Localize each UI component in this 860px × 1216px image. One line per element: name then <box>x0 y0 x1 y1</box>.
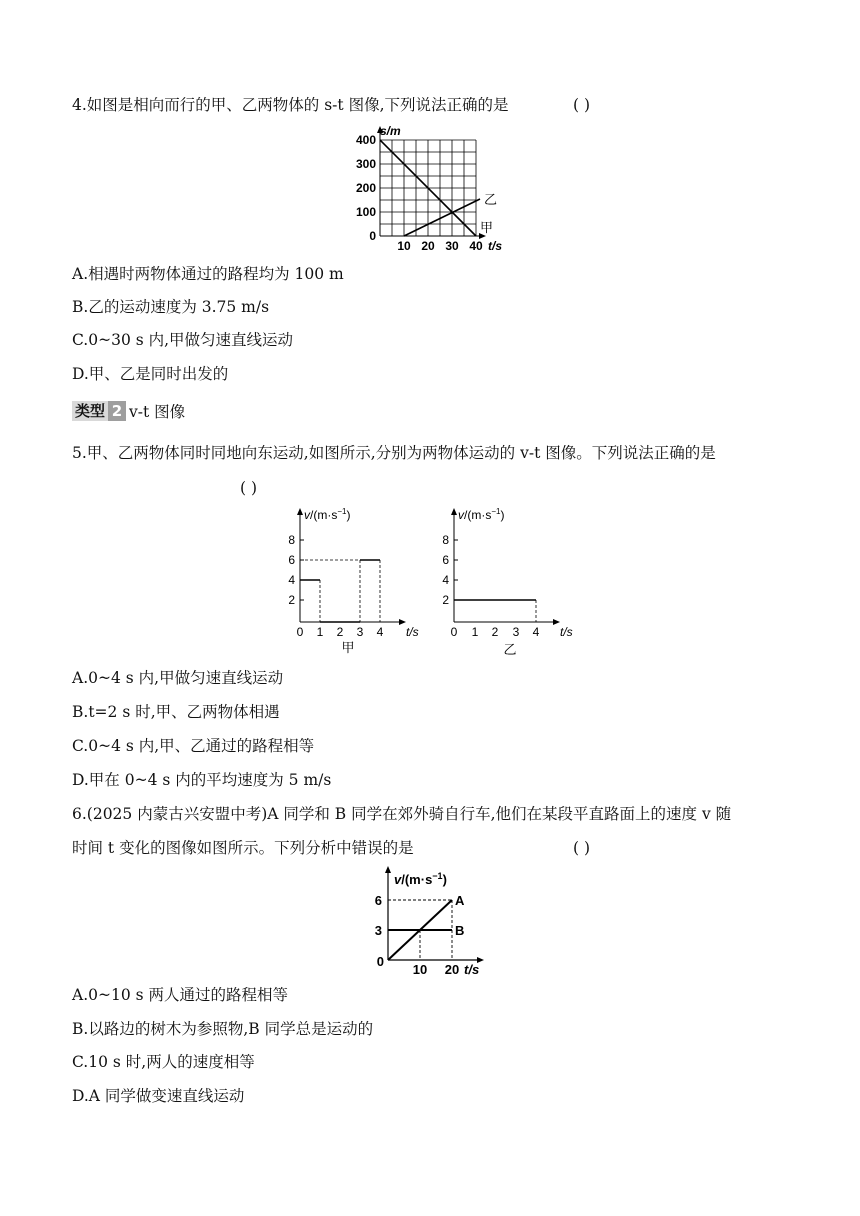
q4-xtick: 40 <box>469 239 483 253</box>
section-badge-label: 类型 <box>72 401 108 421</box>
q5-option-b: B.t=2 s 时,甲、乙两物体相遇 <box>72 703 280 721</box>
q5-yi-xtick: 0 <box>450 625 458 639</box>
q4-option-b: B.乙的运动速度为 3.75 m/s <box>72 298 270 316</box>
q6-stem-line2: 时间 t 变化的图像如图所示。下列分析中错误的是 <box>72 839 414 857</box>
q6-label-b: B <box>455 923 465 938</box>
q5-jia-xtick: 2 <box>336 625 344 639</box>
q5-yi-caption: 乙 <box>503 642 517 656</box>
q5-jia-caption: 甲 <box>341 640 355 655</box>
q5-yi-xtick: 2 <box>491 625 499 639</box>
q5-jia-ytick: 8 <box>288 533 295 547</box>
q5-yi-ytick: 6 <box>442 553 449 567</box>
q5-jia-xtick: 3 <box>356 625 364 639</box>
q5-yi-ytick: 2 <box>442 593 449 607</box>
q4-ytick: 0 <box>369 229 376 243</box>
q5-yi-x-axis-label: t/s <box>560 625 573 639</box>
section-header <box>72 401 185 421</box>
q5-vt-graph-jia <box>282 506 442 656</box>
q5-option-d: D.甲在 0~4 s 内的平均速度为 5 m/s <box>72 771 332 789</box>
q4-xtick: 30 <box>445 239 459 253</box>
q6-xtick: 20 <box>444 962 460 977</box>
q5-yi-y-axis-label: $v/(m\cdot s^{-1})$ <box>458 507 505 522</box>
q6-answer-paren: ( ) <box>573 839 591 857</box>
q4-answer-paren: ( ) <box>573 96 591 114</box>
q6-stem-line1: 6.(2025 内蒙古兴安盟中考)A 同学和 B 同学在郊外骑自行车,他们在某段平直路面上的速度 v 随 <box>72 805 732 823</box>
q6-option-a: A.0~10 s 两人通过的路程相等 <box>72 986 289 1004</box>
section-badge-number: 2 <box>108 401 126 421</box>
q5-jia-ytick: 6 <box>288 553 295 567</box>
q6-xtick: 10 <box>412 962 428 977</box>
q4-ytick: 100 <box>355 205 376 219</box>
q4-stem: 4.如图是相向而行的甲、乙两物体的 s-t 图像,下列说法正确的是 <box>72 96 509 114</box>
q5-jia-xtick: 4 <box>376 625 384 639</box>
q4-y-axis-label: s/m <box>380 124 401 138</box>
q5-yi-ytick: 8 <box>442 533 449 547</box>
q4-x-axis-label: t/s <box>488 239 503 253</box>
q6-option-b: B.以路边的树木为参照物,B 同学总是运动的 <box>72 1020 374 1038</box>
q6-vt-graph <box>364 862 504 978</box>
q4-line-yi <box>404 199 480 236</box>
q5-jia-xtick: 0 <box>296 625 304 639</box>
q5-jia-x-axis-label: t/s <box>406 625 419 639</box>
q5-yi-ytick: 4 <box>442 573 449 587</box>
q5-yi-xtick: 1 <box>471 625 479 639</box>
q4-option-a: A.相遇时两物体通过的路程均为 100 m <box>72 265 344 283</box>
q5-stem: 5.甲、乙两物体同时同地向东运动,如图所示,分别为两物体运动的 v-t 图像。下列说法正确的是 <box>72 444 716 462</box>
q5-yi-xtick: 4 <box>532 625 540 639</box>
q4-st-graph <box>340 120 520 260</box>
q4-xtick: 20 <box>421 239 435 253</box>
q6-ytick: 0 <box>376 954 384 969</box>
q5-option-a: A.0~4 s 内,甲做匀速直线运动 <box>72 669 284 687</box>
q4-label-yi: 乙 <box>484 192 498 207</box>
q5-jia-y-axis-label: $v/(m\cdot s^{-1})$ <box>304 507 351 522</box>
q5-option-c: C.0~4 s 内,甲、乙通过的路程相等 <box>72 737 315 755</box>
q4-xtick: 10 <box>397 239 411 253</box>
q5-jia-ytick: 2 <box>288 593 295 607</box>
q6-x-axis-label: t/s <box>464 962 480 977</box>
q6-y-axis-label: $v/(m\cdot s^{-1})$ <box>394 871 447 887</box>
section-title: v-t 图像 <box>129 403 186 421</box>
q5-vt-graph-yi <box>436 506 596 656</box>
q6-ytick: 3 <box>374 923 382 938</box>
q5-yi-xtick: 3 <box>512 625 520 639</box>
q4-option-d: D.甲、乙是同时出发的 <box>72 365 229 383</box>
q6-option-c: C.10 s 时,两人的速度相等 <box>72 1053 255 1071</box>
q4-ytick: 200 <box>355 181 376 195</box>
q6-ytick: 6 <box>374 893 382 908</box>
q4-option-c: C.0~30 s 内,甲做匀速直线运动 <box>72 331 294 349</box>
q6-option-d: D.A 同学做变速直线运动 <box>72 1087 245 1105</box>
q5-jia-xtick: 1 <box>316 625 324 639</box>
q4-label-jia: 甲 <box>480 220 494 235</box>
q4-ytick: 300 <box>355 157 376 171</box>
q5-answer-paren: ( ) <box>240 479 258 497</box>
q6-label-a: A <box>455 893 465 908</box>
q5-jia-ytick: 4 <box>288 573 295 587</box>
q4-ytick: 400 <box>355 133 376 147</box>
